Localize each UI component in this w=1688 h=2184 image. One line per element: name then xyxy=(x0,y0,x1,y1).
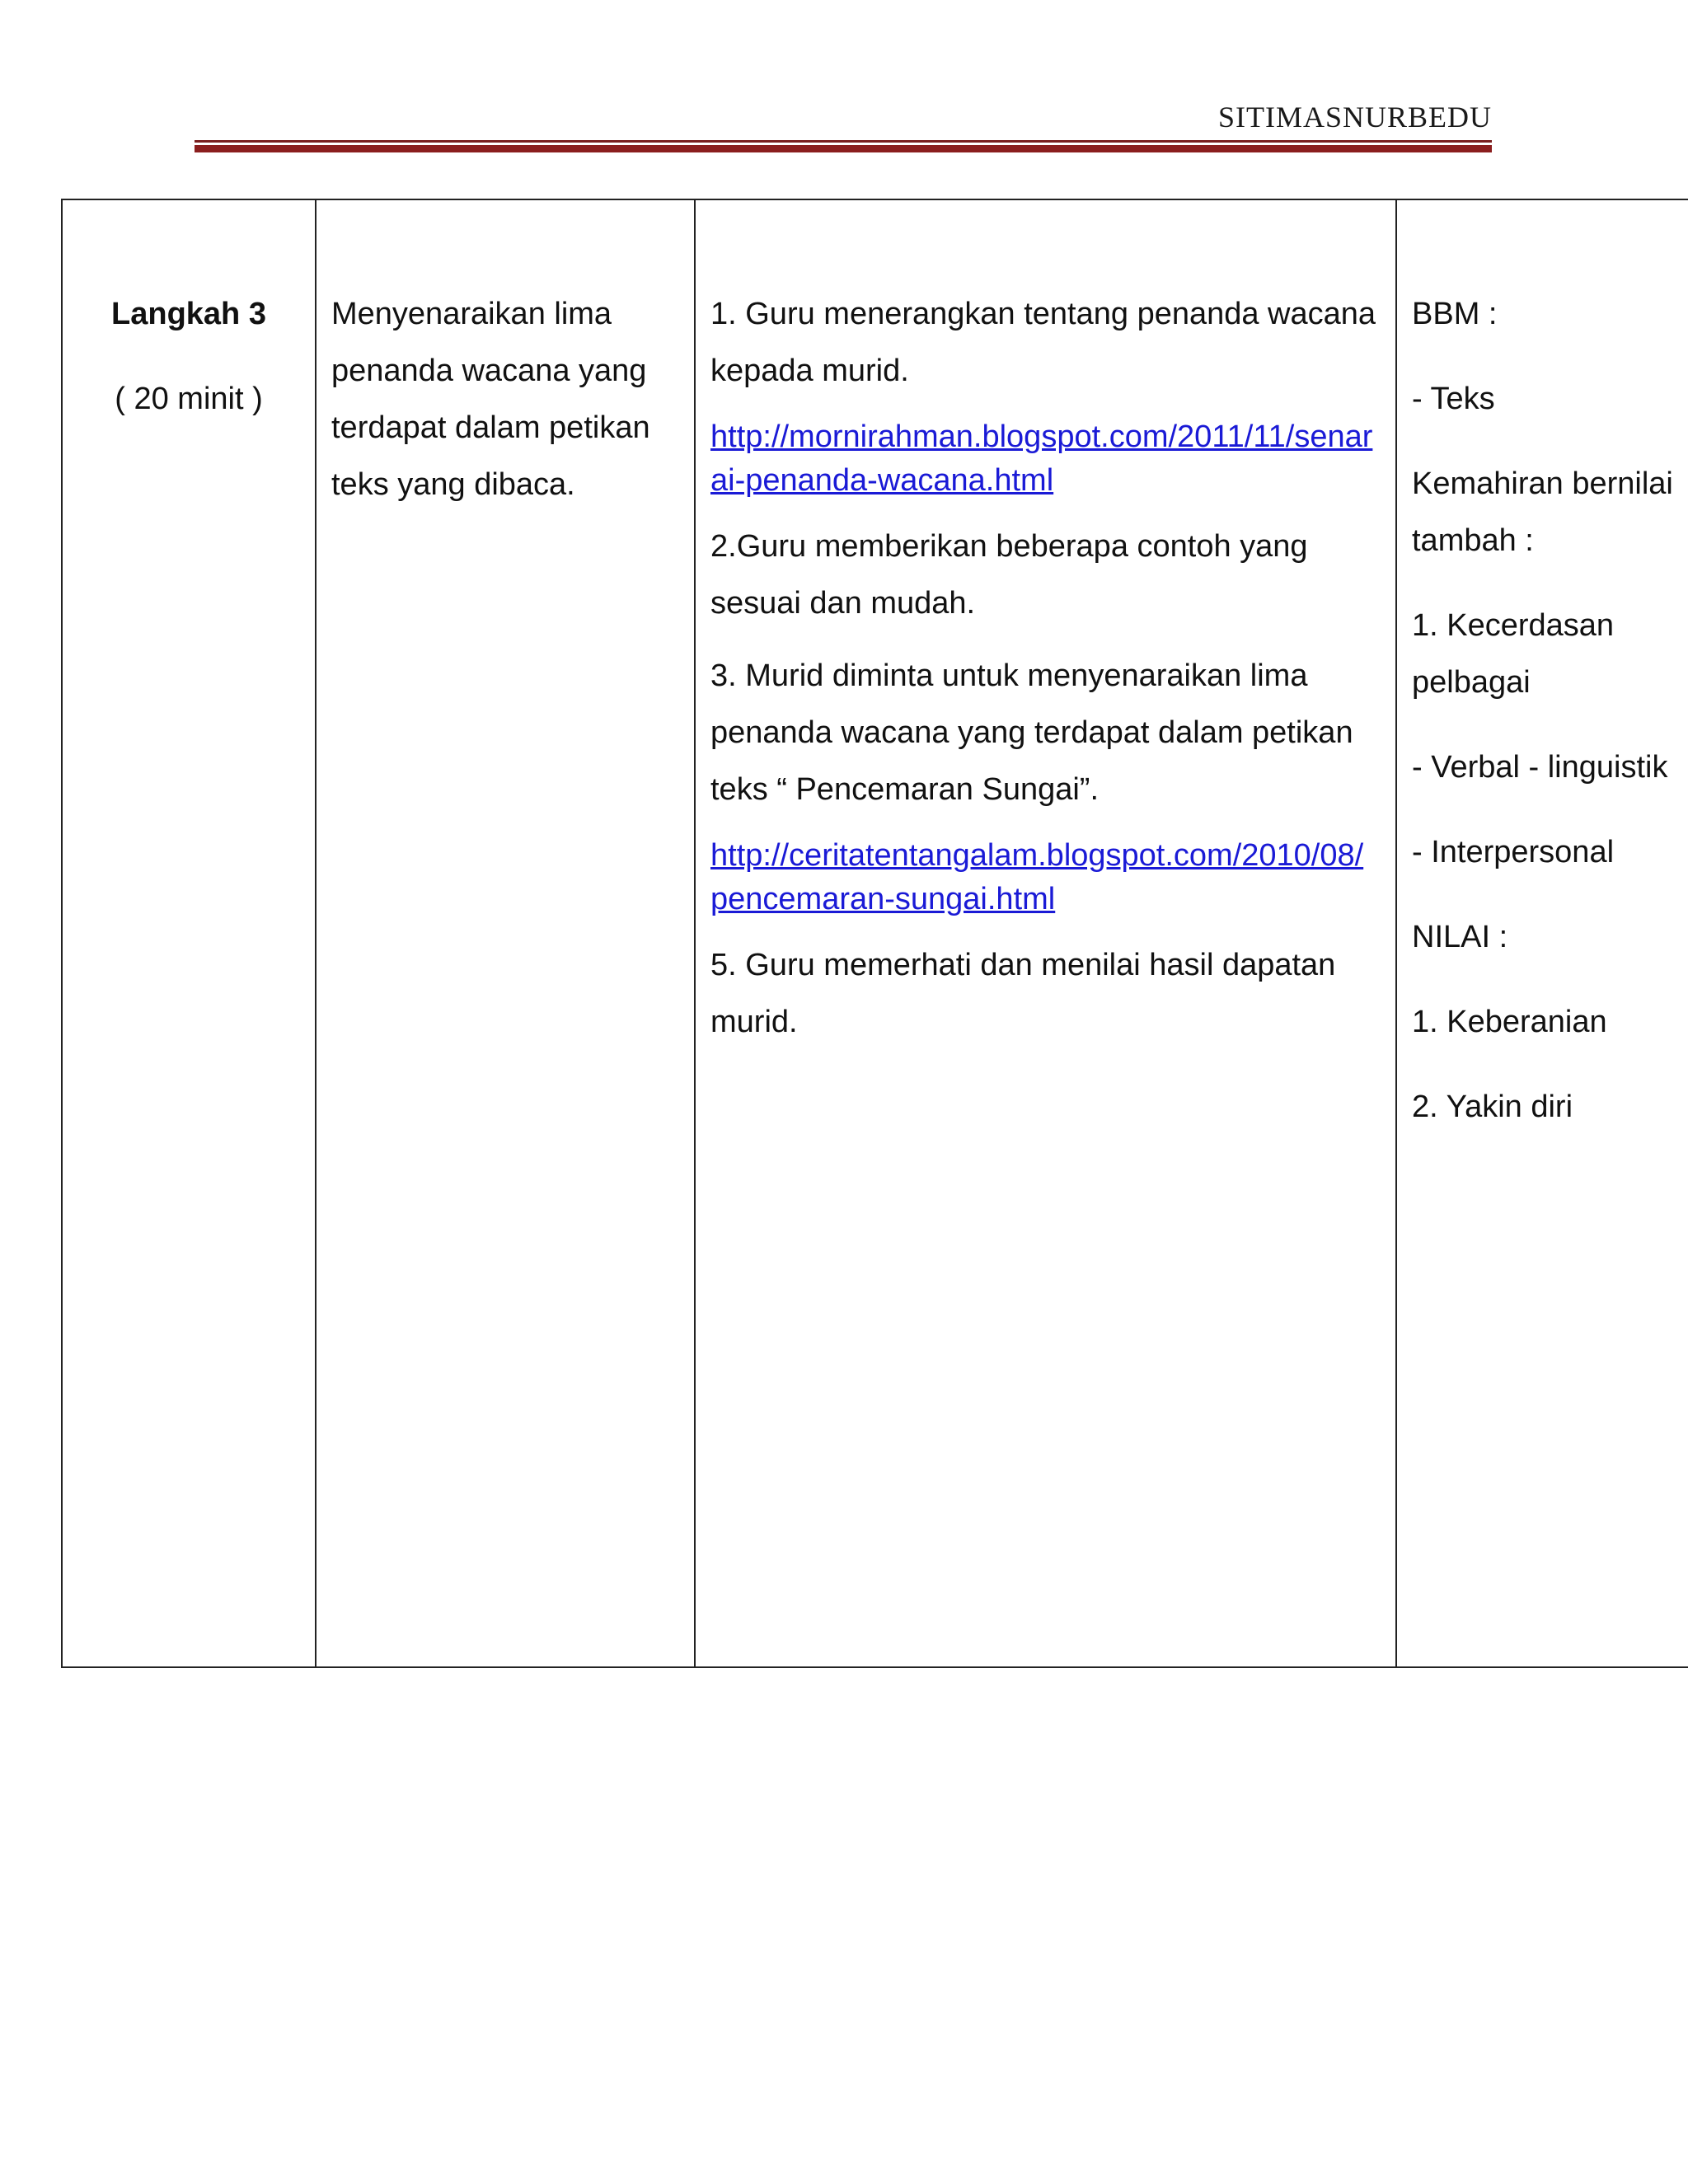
header-title: SITIMASNURBEDU xyxy=(1217,101,1492,134)
notes-item: 1. Kecerdasan pelbagai xyxy=(1412,608,1615,700)
objective-cell xyxy=(316,199,695,1667)
notes-item: 2. Yakin diri xyxy=(1412,1090,1573,1124)
step-title: Langkah 3 xyxy=(111,297,266,331)
objective-text: Menyenaraikan lima penanda wacana yang terdapat dalam petikan teks yang dibaca. xyxy=(331,297,650,502)
notes-item: - Teks xyxy=(1412,382,1495,416)
activity-step-text: 3. Murid diminta untuk menyenaraikan lima penanda wacana yang terdapat dalam petikan teks “ Pencemaran Sungai”. xyxy=(710,658,1353,807)
notes-item: - Interpersonal xyxy=(1412,835,1615,869)
lesson-plan-table xyxy=(61,199,1688,1668)
notes-item: - Verbal - linguistik xyxy=(1412,750,1668,785)
header-rule-thin xyxy=(195,140,1492,143)
step-cell xyxy=(62,199,316,1667)
notes-item: Kemahiran bernilai tambah : xyxy=(1412,466,1673,558)
notes-item: NILAI : xyxy=(1412,920,1508,954)
activity-step-text: 2.Guru memberikan beberapa contoh yang sesuai dan mudah. xyxy=(710,529,1308,621)
activity-link[interactable]: http://ceritatentangalam.blogspot.com/2010/08/pencemaran-sungai.html xyxy=(710,838,1364,916)
notes-list xyxy=(1412,286,1688,1136)
header-rule-thick xyxy=(195,145,1492,152)
step-duration: ( 20 minit ) xyxy=(115,382,263,416)
table-row xyxy=(62,199,1688,1667)
notes-cell xyxy=(1396,199,1688,1667)
notes-item: BBM : xyxy=(1412,297,1498,331)
notes-item: 1. Keberanian xyxy=(1412,1005,1607,1039)
page-header xyxy=(195,99,1492,152)
activity-step-text: 5. Guru memerhati dan menilai hasil dapatan murid. xyxy=(710,948,1336,1039)
activity-link[interactable]: http://mornirahman.blogspot.com/2011/11/senarai-penanda-wacana.html xyxy=(710,419,1373,498)
activity-step-text: 1. Guru menerangkan tentang penanda wacana kepada murid. xyxy=(710,297,1376,388)
activity-cell xyxy=(695,199,1396,1667)
activity-list xyxy=(710,286,1381,1051)
